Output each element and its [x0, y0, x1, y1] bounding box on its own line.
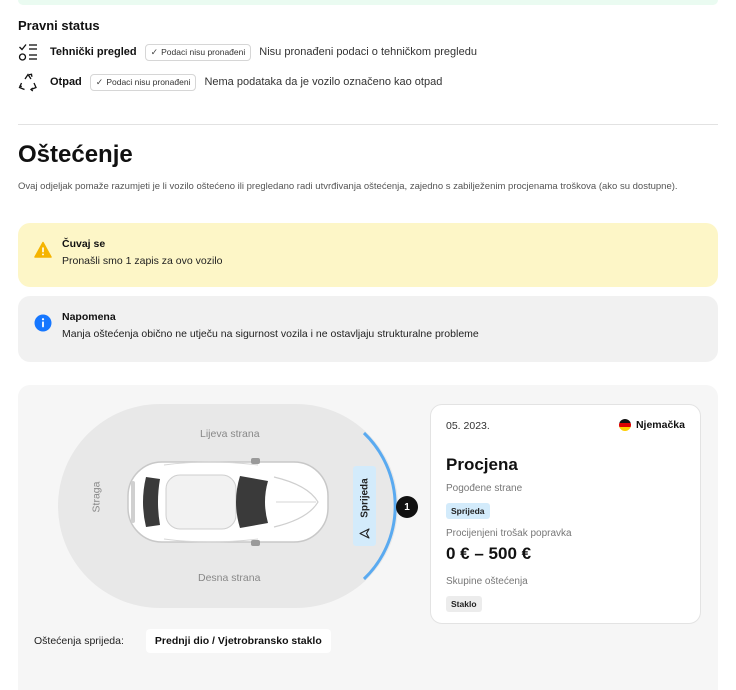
record-date: 05. 2023. [446, 420, 490, 432]
legal-status-section [18, 18, 718, 93]
record-country [619, 419, 685, 431]
legal-row-inspection [18, 41, 718, 63]
front-side-tag[interactable] [353, 466, 376, 546]
affected-sides-label: Pogođene strane [446, 483, 523, 494]
checklist-icon [18, 41, 44, 63]
germany-flag-icon [619, 419, 631, 431]
warning-text: Pronašli smo 1 zapis za ovo vozilo [62, 255, 223, 267]
rear-label: Straga [90, 481, 103, 513]
left-side-label: Lijeva strana [200, 428, 260, 440]
note-alert [18, 296, 718, 362]
check-icon: ✓ [150, 46, 159, 57]
warning-icon [34, 241, 52, 259]
right-side-label: Desna strana [198, 572, 261, 584]
record-heading: Procjena [446, 455, 518, 474]
front-damage-row [34, 629, 331, 653]
inspection-status-chip [145, 44, 252, 61]
scrap-status-chip [90, 74, 197, 91]
legal-status-title: Pravni status [18, 18, 100, 33]
front-damage-value: Prednji dio / Vjetrobransko staklo [146, 629, 331, 653]
scrap-label: Otpad [50, 76, 82, 88]
vehicle-damage-diagram [18, 385, 428, 625]
scrap-chip-text: Podaci nisu pronađeni [106, 77, 191, 87]
recycle-icon [18, 71, 44, 93]
damage-record-panel [18, 385, 718, 690]
note-text: Manja oštećenja obično ne utječu na sigurnost vozila i ne ostavljaju strukturalne probleme [62, 328, 479, 340]
inspection-label: Tehnički pregled [50, 46, 137, 58]
front-damage-label: Oštećenja sprijeda: [34, 635, 124, 647]
success-banner-edge [18, 0, 718, 5]
car-top-view [128, 458, 328, 546]
legal-row-scrap [18, 71, 718, 93]
info-icon [34, 314, 52, 332]
warning-title: Čuvaj se [62, 238, 106, 250]
direction-arrow-icon [358, 527, 371, 540]
damage-section-title: Oštećenje [18, 141, 133, 168]
inspection-chip-text: Podaci nisu pronađeni [161, 47, 246, 57]
damage-count-marker[interactable]: 1 [396, 496, 418, 518]
damage-record-card [430, 404, 701, 624]
check-icon: ✓ [95, 76, 104, 87]
note-title: Napomena [62, 311, 116, 323]
warning-alert [18, 223, 718, 287]
section-divider [18, 124, 718, 125]
inspection-description: Nisu pronađeni podaci o tehničkom pregledu [259, 46, 477, 58]
damage-section-description: Ovaj odjeljak pomaže razumjeti je li vozilo oštećeno ili pregledano radi utvrđivanja oštećenja, zajedno s zabilježenim procjenama troškova (ako su dostupne). [18, 181, 678, 192]
scrap-description: Nema podataka da je vozilo označeno kao otpad [204, 76, 443, 88]
country-name: Njemačka [635, 419, 685, 431]
repair-cost-label: Procijenjeni trošak popravka [446, 528, 572, 539]
front-side-label: Sprijeda [359, 478, 370, 518]
repair-cost-value: 0 € – 500 € [446, 544, 532, 563]
damage-group-tag: Staklo [446, 596, 482, 612]
damage-groups-label: Skupine oštećenja [446, 576, 528, 587]
affected-side-tag: Sprijeda [446, 503, 490, 519]
